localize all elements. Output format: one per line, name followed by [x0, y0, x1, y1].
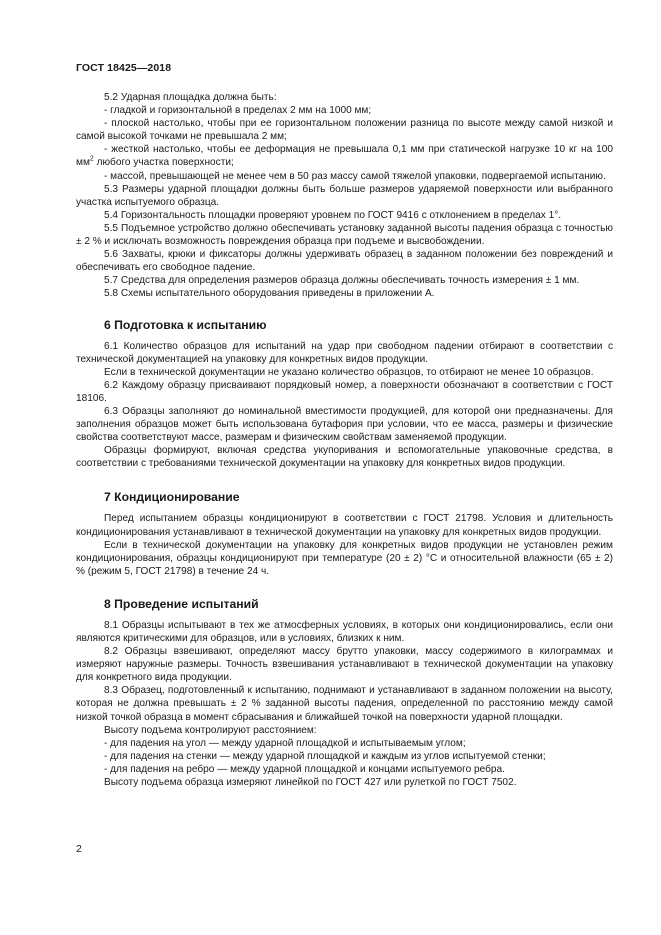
- list-item: [76, 143, 613, 169]
- list-item-text: - жесткой настолько, чтобы ее деформация не превышала 0,1 мм при статической нагрузке 10 кг на 100 мм: [76, 144, 613, 169]
- paragraph-8-1: 8.1 Образцы испытывают в тех же атмосферных условиях, в которых они кондиционировались, если они являются критическими для образцов, или в условиях, близких к ним.: [76, 619, 613, 644]
- document-body: [76, 91, 613, 789]
- paragraph-5-4: 5.4 Горизонтальность площадки проверяют уровнем по ГОСТ 9416 с отклонением в пределах 1°.: [104, 209, 562, 221]
- page-number: 2: [76, 843, 82, 855]
- superscript: 2: [89, 156, 94, 164]
- section-title-8: 8 Проведение испытаний: [104, 596, 259, 611]
- paragraph-5-5: 5.5 Подъемное устройство должно обеспечивать установку заданной высоты падения образца с точностью ± 2 % и исключать возможность повреждения образца при подъеме и высвобождении.: [76, 222, 613, 248]
- paragraph: Если в технической документации на упаковку для конкретных видов продукции не установлен режим кондиционирования, образцы кондиционируют при температуре (20 ± 2) °С и относительной влажности (65 ± 2) % (режим 5, ГОСТ 21798) в течение 24 ч.: [76, 539, 613, 577]
- paragraph-5-6: 5.6 Захваты, крюки и фиксаторы должны удерживать образец в заданном положении без повреждений и обеспечивать его свободное падение.: [76, 249, 613, 274]
- paragraph-6-2: 6.2 Каждому образцу присваивают порядковый номер, а поверхности обозначают в соответствии с ГОСТ 18106.: [76, 379, 613, 404]
- paragraph-5-7: 5.7 Средства для определения размеров образца должны обеспечивать точность измерения ± 1 мм.: [104, 275, 580, 287]
- paragraph-8-3: 8.3 Образец, подготовленный к испытанию, поднимают и устанавливают в заданном положении на высоту, которая не должна превышать ± 2 % заданной высоты падения, определенной по расстоянию между самой низкой точкой образца в момент сбрасывания и ближайшей точкой на поверхности ударной площадки.: [76, 685, 613, 723]
- list-item-text: любого участка поверхности;: [93, 157, 234, 169]
- paragraph: Перед испытанием образцы кондиционируют в соответствии с ГОСТ 21798. Условия и длительность кондиционирования устанавливают в технической документации на упаковку для конкретных видов продукции.: [76, 513, 613, 538]
- list-item: - гладкой и горизонтальной в пределах 2 мм на 1000 мм;: [104, 105, 372, 117]
- paragraph: Образцы формируют, включая средства укупоривания и вспомогательные упаковочные средства, в соответствии с требованиями технической документации на упаковку для конкретных видов продукции.: [76, 445, 613, 470]
- paragraph-5-8: 5.8 Схемы испытательного оборудования приведены в приложении А.: [104, 288, 435, 300]
- paragraph: Высоту подъема образца измеряют линейкой по ГОСТ 427 или рулеткой по ГОСТ 7502.: [104, 777, 517, 789]
- list-item: - для падения на ребро — между ударной площадкой и концами испытуемого ребра.: [104, 763, 505, 775]
- section-title-6: 6 Подготовка к испытанию: [104, 317, 267, 332]
- paragraph: Если в технической документации не указано количество образцов, то отбирают не менее 10 образцов.: [104, 366, 594, 378]
- list-item: - массой, превышающей не менее чем в 50 раз массу самой тяжелой упаковки, подвергаемой испытанию.: [104, 170, 606, 182]
- paragraph-6-3: 6.3 Образцы заполняют до номинальной вместимости продукцией, для которой они предназначены. Для заполнения образцов может быть использована бутафория при условии, что ее масса, размеры и физические свойства соответствуют массе, размерам и физическим свойствам заменяемой продукции.: [76, 405, 613, 444]
- document-header: ГОСТ 18425—2018: [76, 62, 172, 74]
- section-title-7: 7 Кондиционирование: [104, 490, 240, 505]
- paragraph-6-1: 6.1 Количество образцов для испытаний на удар при свободном падении отбирают в соответствии с технической документацией на упаковку для конкретных видов продукции.: [76, 340, 613, 365]
- list-item: - для падения на стенки — между ударной площадкой и каждым из углов испытуемой стенки;: [104, 750, 546, 762]
- paragraph-8-2: 8.2 Образцы взвешивают, определяют массу брутто упаковки, массу содержимого в килограммах и измеряют наружные размеры. Точность взвешивания устанавливают в технической документации на упаковку для конкретного вида продукции.: [76, 646, 613, 684]
- paragraph-5-3: 5.3 Размеры ударной площадки должны быть больше размеров ударяемой поверхности или выбранного участка испытуемого образца.: [76, 183, 613, 208]
- list-item: - плоской настолько, чтобы при ее горизонтальном положении разница по высоте между самой низкой и самой высокой точками не превышала 2 мм;: [76, 118, 613, 143]
- paragraph: Высоту подъема контролируют расстоянием:: [104, 724, 317, 736]
- paragraph-5-2: 5.2 Ударная площадка должна быть:: [104, 92, 277, 103]
- list-item: - для падения на угол — между ударной площадкой и испытываемым углом;: [104, 737, 466, 749]
